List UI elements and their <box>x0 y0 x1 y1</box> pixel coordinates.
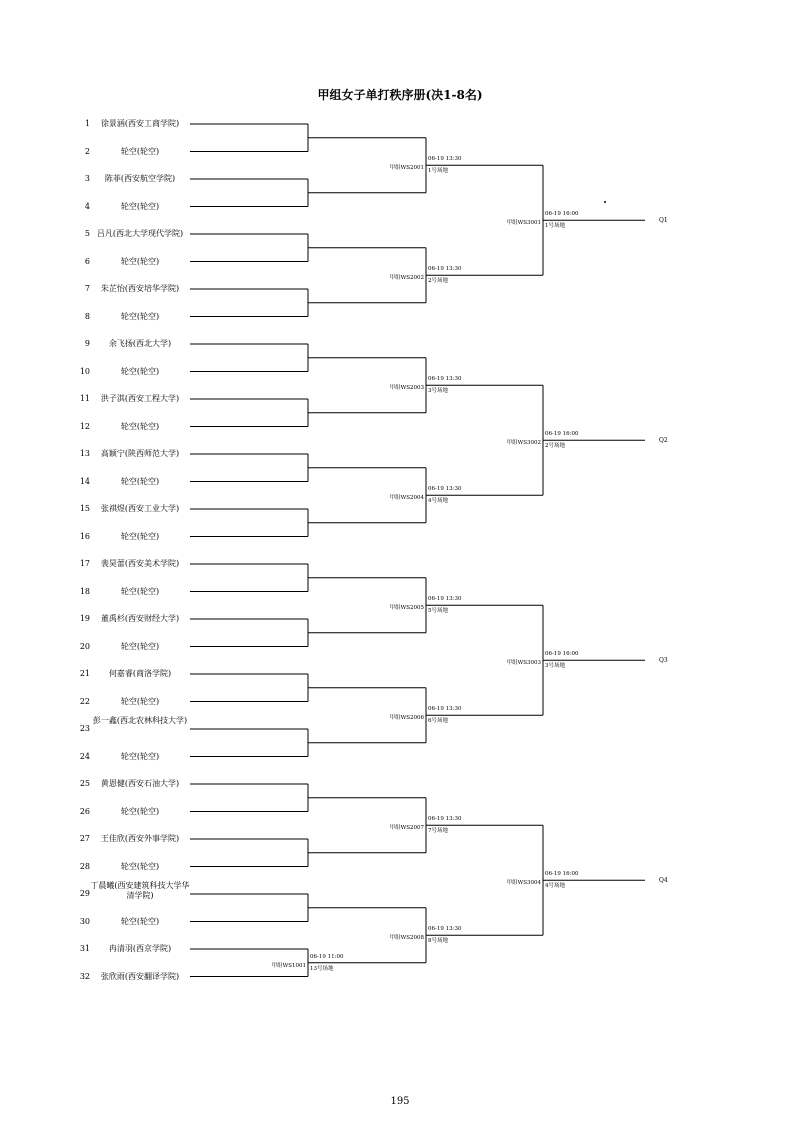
match-code: 甲组WS2004 <box>389 495 424 502</box>
match-time: 06-19 13:30 <box>428 156 462 163</box>
player-number: 5 <box>84 229 90 238</box>
qualifier-label: Q1 <box>659 217 668 225</box>
match-time: 06-19 13:30 <box>428 266 462 273</box>
match-venue: 5号场地 <box>428 608 448 615</box>
player-name: 洪子淇(西安工程大学) <box>100 394 180 403</box>
match-time: 06-19 13:30 <box>428 816 462 823</box>
match-venue: 1号场地 <box>545 223 565 230</box>
match-time: 06-19 16:00 <box>545 651 579 658</box>
player-number: 15 <box>79 504 90 513</box>
player-number: 18 <box>79 586 90 596</box>
match-code: 甲组WS2006 <box>389 715 424 722</box>
player-number: 28 <box>79 861 90 871</box>
player-number: 26 <box>79 806 90 816</box>
player-number: 8 <box>84 311 90 321</box>
qualifier-label: Q3 <box>659 657 668 665</box>
player-number: 1 <box>84 119 90 128</box>
player-number: 17 <box>79 559 90 568</box>
match-time: 06-19 13:30 <box>428 706 462 713</box>
match-venue: 4号场地 <box>428 498 448 505</box>
match-time: 06-19 13:30 <box>428 596 462 603</box>
player-name: 轮空(轮空) <box>120 421 160 431</box>
player-name: 吕凡(西北大学现代学院) <box>96 229 184 238</box>
player-number: 14 <box>79 476 90 486</box>
player-name: 轮空(轮空) <box>120 531 160 541</box>
player-name: 董禹杉(西安财经大学) <box>100 614 180 623</box>
player-name: 何嘉睿(商洛学院) <box>108 669 172 678</box>
player-name: 余飞扬(西北大学) <box>108 339 172 348</box>
match-time: 06-19 16:00 <box>545 211 579 218</box>
player-number: 4 <box>84 201 90 211</box>
player-name: 轮空(轮空) <box>120 311 160 321</box>
player-number: 11 <box>79 394 90 403</box>
match-code: 甲组WS1001 <box>271 962 306 969</box>
match-venue: 13号场地 <box>310 965 334 972</box>
match-code: 甲组WS2001 <box>389 165 424 172</box>
player-name: 张欣雨(西安翻译学院) <box>100 971 180 981</box>
player-number: 19 <box>79 614 90 623</box>
page-number: 195 <box>390 1096 410 1107</box>
player-name: 冉清羽(西京学院) <box>108 944 172 953</box>
match-code: 甲组WS3004 <box>506 880 541 887</box>
match-code: 甲组WS3002 <box>506 440 541 447</box>
player-name: 轮空(轮空) <box>120 696 160 706</box>
match-code: 甲组WS2008 <box>389 935 424 942</box>
player-number: 10 <box>79 366 90 376</box>
player-name: 裴昊蕾(西安美术学院) <box>100 559 180 568</box>
player-name: 王佳欣(西安外事学院) <box>100 834 180 843</box>
qualifier-label: Q4 <box>659 877 668 885</box>
player-number: 29 <box>79 889 90 898</box>
player-name: 轮空(轮空) <box>120 201 160 211</box>
player-name: 陈菲(西安航空学院) <box>104 174 176 183</box>
player-name: 朱芷怡(西安培华学院) <box>100 284 180 293</box>
player-name: 轮空(轮空) <box>120 751 160 761</box>
player-name: 轮空(轮空) <box>120 366 160 376</box>
player-name: 轮空(轮空) <box>120 146 160 156</box>
match-time: 06-19 16:00 <box>545 871 579 878</box>
match-venue: 4号场地 <box>545 883 565 890</box>
player-number: 2 <box>84 146 90 156</box>
match-code: 甲组WS2005 <box>389 605 424 612</box>
match-time: 06-19 16:00 <box>545 431 579 438</box>
player-number: 16 <box>79 531 90 541</box>
player-name: 轮空(轮空) <box>120 476 160 486</box>
player-name: 黄恩健(西安石油大学) <box>100 779 180 788</box>
player-name: 徐景涵(西安工商学院) <box>100 119 180 128</box>
player-number: 7 <box>84 284 90 293</box>
player-number: 3 <box>84 174 90 183</box>
match-venue: 2号场地 <box>428 278 448 285</box>
match-venue: 6号场地 <box>428 718 448 725</box>
player-number: 24 <box>79 751 90 761</box>
player-number: 31 <box>79 944 90 953</box>
match-code: 甲组WS3001 <box>506 220 541 227</box>
match-time: 06-19 13:30 <box>428 926 462 933</box>
qualifier-label: Q2 <box>659 437 668 445</box>
player-name: 高颖宁(陕西师范大学) <box>100 449 180 458</box>
player-name: 轮空(轮空) <box>120 806 160 816</box>
player-name: 张祺煜(西安工业大学) <box>100 504 180 513</box>
player-number: 25 <box>79 779 90 788</box>
player-name: 轮空(轮空) <box>120 861 160 871</box>
match-venue: 3号场地 <box>428 388 448 395</box>
match-time: 06-19 11:00 <box>310 953 344 960</box>
stray-dot <box>604 201 606 203</box>
player-number: 9 <box>84 339 90 348</box>
match-code: 甲组WS3003 <box>506 660 541 667</box>
match-venue: 7号场地 <box>428 828 448 835</box>
player-number: 32 <box>79 971 90 981</box>
player-number: 23 <box>79 724 90 733</box>
player-number: 21 <box>79 669 90 678</box>
match-venue: 2号场地 <box>545 443 565 450</box>
player-name: 轮空(轮空) <box>120 916 160 926</box>
match-time: 06-19 13:30 <box>428 486 462 493</box>
player-number: 22 <box>79 696 90 706</box>
player-number: 20 <box>79 641 90 651</box>
player-number: 30 <box>79 916 90 926</box>
match-code: 甲组WS2007 <box>389 825 424 832</box>
match-code: 甲组WS2002 <box>389 275 424 282</box>
page-title: 甲组女子单打秩序册(决1-8名) <box>317 88 483 102</box>
player-number: 27 <box>79 834 90 843</box>
player-name: 轮空(轮空) <box>120 641 160 651</box>
player-name: 丁晨曦(西安建筑科技大学华清学院) <box>90 881 190 900</box>
player-number: 13 <box>79 449 90 458</box>
player-name: 轮空(轮空) <box>120 586 160 596</box>
match-venue: 1号场地 <box>428 168 448 175</box>
player-number: 6 <box>84 256 90 266</box>
match-venue: 8号场地 <box>428 938 448 945</box>
match-code: 甲组WS2003 <box>389 385 424 392</box>
player-name: 轮空(轮空) <box>120 256 160 266</box>
player-number: 12 <box>79 421 90 431</box>
player-name: 彭一鑫(西北农林科技大学) <box>92 716 188 725</box>
match-time: 06-19 13:30 <box>428 376 462 383</box>
match-venue: 3号场地 <box>545 663 565 670</box>
